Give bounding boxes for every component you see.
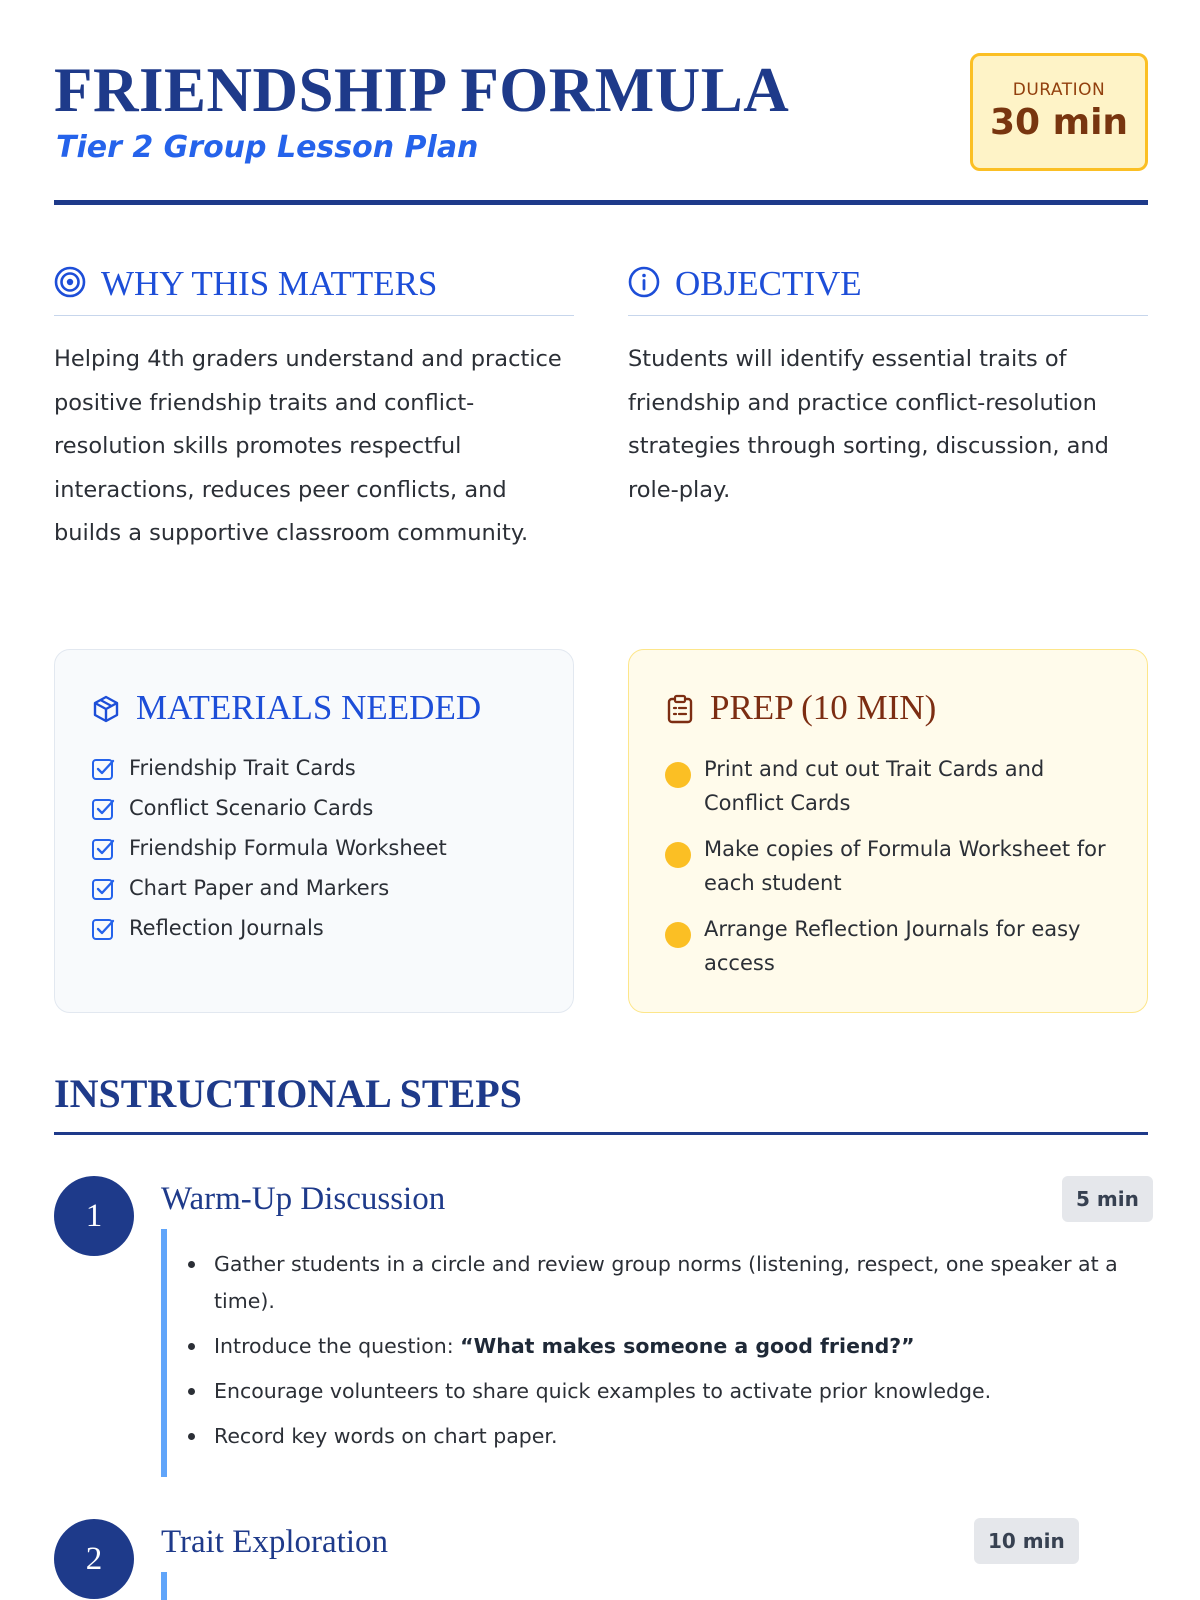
list-item <box>665 833 1115 900</box>
bullet-dot-icon <box>665 842 691 868</box>
prep-item-label: Arrange Reflection Journals for easy access <box>704 917 1081 975</box>
checkbox-checked-icon <box>91 917 115 941</box>
step-accent-bar <box>161 1229 167 1477</box>
list-item <box>91 913 447 953</box>
list-item <box>91 833 447 873</box>
prep-card <box>628 649 1148 1013</box>
steps-heading: INSTRUCTIONAL STEPS <box>54 1071 522 1116</box>
header-divider <box>54 200 1148 205</box>
material-label: Friendship Formula Worksheet <box>129 836 447 860</box>
page-subtitle: Tier 2 Group Lesson Plan <box>56 130 479 165</box>
step-title: Trait Exploration <box>161 1524 389 1560</box>
step-bullet-text: Introduce the question: <box>214 1334 461 1358</box>
list-item <box>186 1418 1146 1455</box>
step-number-badge: 1 <box>54 1176 134 1256</box>
step-duration-badge: 10 min <box>974 1518 1079 1564</box>
list-item <box>91 753 447 793</box>
objective-heading-label: OBJECTIVE <box>675 264 862 303</box>
checkbox-checked-icon <box>91 837 115 861</box>
list-item <box>91 793 447 833</box>
duration-badge <box>970 53 1148 171</box>
checkbox-checked-icon <box>91 757 115 781</box>
material-label: Friendship Trait Cards <box>129 756 356 780</box>
steps-divider <box>54 1132 1148 1135</box>
step-bullet-list <box>186 1246 1146 1463</box>
step-bullet-text: Encourage volunteers to share quick examples to activate prior knowledge. <box>214 1379 992 1403</box>
material-label: Conflict Scenario Cards <box>129 796 374 820</box>
lesson-plan-page <box>54 0 1148 1600</box>
materials-card <box>54 649 574 1013</box>
step-accent-bar <box>161 1572 167 1600</box>
step-bullet-emphasis: “What makes someone a good friend?” <box>460 1334 915 1358</box>
objective-section-heading <box>628 262 1148 316</box>
bullet-dot-icon <box>665 762 691 788</box>
step-bullet-text: Gather students in a circle and review group norms (listening, respect, one speaker at a time). <box>214 1252 1118 1313</box>
list-item <box>665 913 1115 980</box>
clipboard-icon <box>665 694 695 724</box>
materials-list <box>91 753 447 953</box>
checkbox-checked-icon <box>91 877 115 901</box>
step-duration-badge: 5 min <box>1062 1176 1153 1222</box>
why-heading-label: WHY THIS MATTERS <box>101 264 438 303</box>
prep-heading-label: PREP (10 MIN) <box>710 688 937 727</box>
material-label: Chart Paper and Markers <box>129 876 390 900</box>
list-item <box>91 873 447 913</box>
why-text: Helping 4th graders understand and practice positive friendship traits and conflict-resolution skills promotes respectful interactions, reduces peer conflicts, and builds a supportive classroom community. <box>54 346 562 546</box>
duration-label: DURATION <box>1012 80 1106 100</box>
list-item <box>186 1246 1146 1320</box>
materials-heading-label: MATERIALS NEEDED <box>136 688 482 727</box>
target-icon <box>54 266 86 298</box>
step-number-badge: 2 <box>54 1519 134 1599</box>
page-title: FRIENDSHIP FORMULA <box>54 55 790 125</box>
checkbox-checked-icon <box>91 797 115 821</box>
bullet-dot-icon <box>665 922 691 948</box>
list-item <box>665 753 1115 820</box>
step-title: Warm-Up Discussion <box>161 1181 446 1217</box>
material-label: Reflection Journals <box>129 916 324 940</box>
package-icon <box>91 694 121 724</box>
why-section-heading <box>54 262 574 316</box>
objective-text: Students will identify essential traits of friendship and practice conflict-resolution strategies through sorting, discussion, and role-play. <box>628 346 1109 503</box>
prep-list <box>665 753 1115 993</box>
info-icon <box>628 266 660 298</box>
duration-value: 30 min <box>989 102 1129 143</box>
prep-item-label: Print and cut out Trait Cards and Conflict Cards <box>704 757 1045 815</box>
list-item <box>186 1373 1146 1410</box>
step-bullet-text: Record key words on chart paper. <box>214 1424 558 1448</box>
prep-item-label: Make copies of Formula Worksheet for each student <box>704 837 1106 895</box>
list-item <box>186 1328 1146 1365</box>
